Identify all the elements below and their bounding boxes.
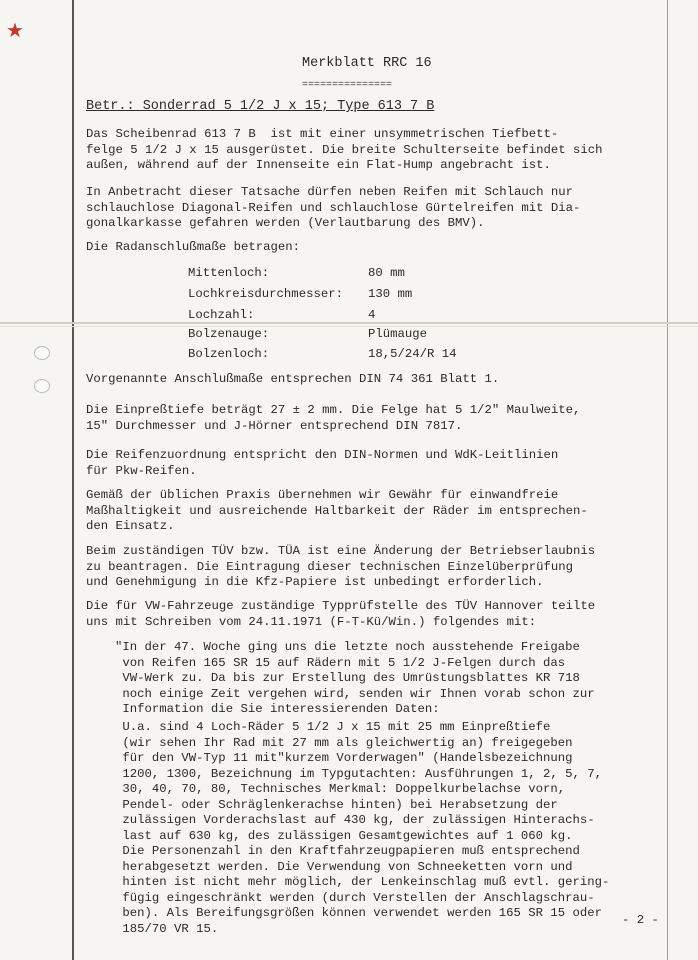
fold-crease [0,322,698,324]
spec-value: 130 mm [368,287,413,301]
spec-label: Lochkreisdurchmesser: [188,287,343,301]
paragraph-2: In Anbetracht dieser Tatsache dürfen neben Reifen mit Schlauch nur schlauchlose Diagonal-Reifen und schlauchlose Gürtelreifen mit Dia- gonalkarkasse gefahren werden (Verlautbarung des BMV). [86,185,581,230]
title-underline: =============== [302,80,393,91]
spec-value: 80 mm [368,266,405,280]
spec-label: Bolzenloch: [188,347,270,361]
star-mark-icon: ★ [6,18,24,42]
paragraph-1: Das Scheibenrad 613 7 B ist mit einer unsymmetrischen Tiefbett- felge 5 1/2 J x 15 ausgerüstet. Die breite Schulterseite befindet sich außen, während auf der Innenseite ein Flat-Hump angebracht ist. [86,127,603,172]
paragraph-4: Vorgenannte Anschlußmaße entsprechen DIN 74 361 Blatt 1. [86,372,500,386]
spec-value: Plümauge [368,327,428,341]
paragraph-3: Die Radanschlußmaße betragen: [86,240,301,254]
paragraph-7: Gemäß der üblichen Praxis übernehmen wir Gewähr für einwandfreie Maßhaltigkeit und ausreichende Haltbarkeit der Räder im entsprechen- den Einsatz. [86,488,588,533]
subject-line: Betr.: Sonderrad 5 1/2 J x 15; Type 613 7 B [86,99,435,114]
spec-label: Bolzenauge: [188,327,270,341]
document-title: Merkblatt RRC 16 [302,56,432,71]
page-number: - 2 - [622,913,659,927]
spec-value: 18,5/24/R 14 [368,347,457,361]
spec-label: Lochzahl: [188,308,255,322]
paragraph-9: Die für VW-Fahrzeuge zuständige Typprüfstelle des TÜV Hannover teilte uns mit Schreiben vom 24.11.1971 (F-T-Kü/Win.) folgendes mit: [86,599,596,629]
left-margin-line [72,0,74,960]
punch-hole-icon [34,379,50,393]
spec-label: Mittenloch: [188,266,270,280]
paragraph-6: Die Reifenzuordnung entspricht den DIN-Normen und WdK-Leitlinien für Pkw-Reifen. [86,448,559,478]
spec-value: 4 [368,308,376,322]
fold-crease-shadow [0,326,698,327]
paragraph-5: Die Einpreßtiefe beträgt 27 ± 2 mm. Die Felge hat 5 1/2" Maulweite, 15" Durchmesser und J-Hörner entsprechend DIN 7817. [86,403,581,433]
paragraph-8: Beim zuständigen TÜV bzw. TÜA ist eine Änderung der Betriebserlaubnis zu beantragen. Die Eintragung dieser technischen Einzelüberprüfung und Genehmigung in die Kfz-Papiere ist unbedingt erforderlich. [86,544,596,589]
quoted-block-2: U.a. sind 4 Loch-Räder 5 1/2 J x 15 mit 25 mm Einpreßtiefe (wir sehen Ihr Rad mit 27 mm als gleichwertig an) freigegeben für den VW-Typ 11 mit"kurzem Vorderwagen" (Handelsbezeichnung 1200, 1300, Bezeichnung im Typgutachten: Ausführungen 1, 2, 5, 7, 30, 40, 70, 80, Technisches Merkmal: Doppelkurbelachse vorn, Pendel- oder Schräglenkerachse hinten) bei Herabsetzung der zulässigen Vorderachslast auf 430 kg, der zulässigen Hinterachs- last auf 630 kg, des zulässigen Gesamtgewichtes auf 1 060 kg. Die Personenzahl in den Kraftfahrzeugpapieren muß entsprechend herabgesetzt werden. Die Verwendung von Schneeketten vorn und hinten ist nicht mehr möglich, der Lenkeinschlag muß evtl. gering- fügig eingeschränkt werden (durch Verstellen der Anschlagschrau- ben). Als Bereifungsgrößen können verwendet werden 165 SR 15 oder 185/70 VR 15. [122,720,610,936]
punch-hole-icon [34,346,50,360]
quoted-block-1: "In der 47. Woche ging uns die letzte noch ausstehende Freigabe von Reifen 165 SR 15 auf Rädern mit 5 1/2 J-Felgen durch das VW-Werk zu. Da bis zur Erstellung des Umrüstungsblattes KR 718 noch einige Zeit vergehen wird, senden wir Ihnen vorab schon zur Information die Sie interessierenden Daten: [115,640,595,716]
